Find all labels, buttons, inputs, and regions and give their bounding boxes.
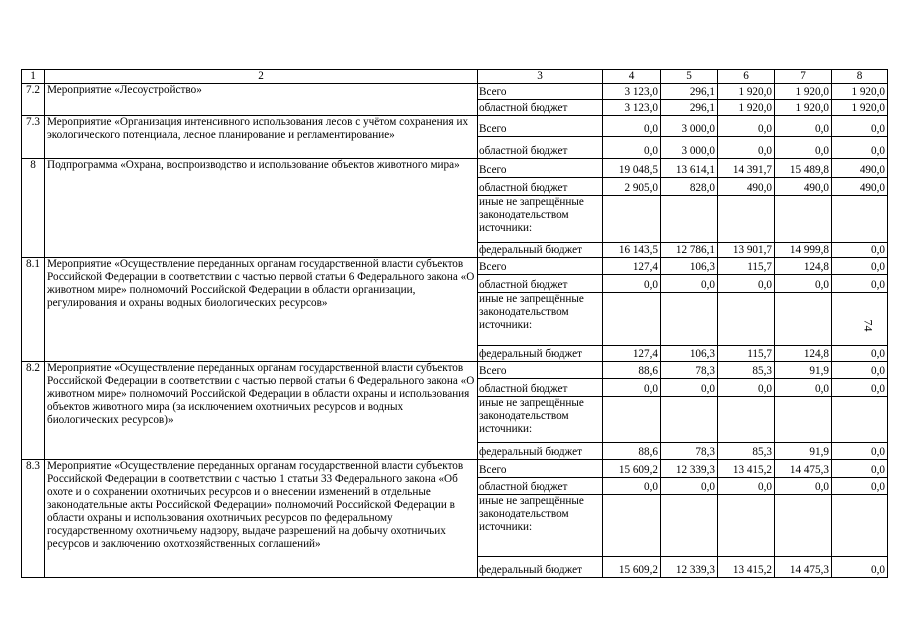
funding-source: иные не запрещённые законодательством источники: [478,495,603,557]
item-number: 8.1 [22,258,45,362]
table-row [22,159,888,178]
amount-cell: 13 415,2 [718,557,775,578]
amount-cell [718,397,775,443]
table-row [22,362,888,379]
funding-source: Всего [478,159,603,178]
funding-source: Всего [478,460,603,478]
amount-cell: 16 143,5 [603,243,661,258]
amount-cell: 115,7 [718,346,775,362]
amount-cell [603,293,661,346]
amount-cell: 2 905,0 [603,178,661,196]
amount-cell: 88,6 [603,443,661,460]
amount-cell: 0,0 [603,275,661,293]
item-number: 7.2 [22,84,45,116]
amount-cell [775,293,832,346]
amount-cell [775,397,832,443]
funding-source: областной бюджет [478,137,603,159]
amount-cell: 13 415,2 [718,460,775,478]
funding-source: Всего [478,258,603,275]
amount-cell: 115,7 [718,258,775,275]
amount-cell: 490,0 [775,178,832,196]
amount-cell: 0,0 [832,460,888,478]
amount-cell: 106,3 [661,258,718,275]
funding-source: областной бюджет [478,178,603,196]
funding-source: Всего [478,116,603,137]
amount-cell [718,495,775,557]
amount-cell: 0,0 [775,478,832,495]
amount-cell [832,293,888,346]
header-cell: 4 [603,70,661,84]
amount-cell: 91,9 [775,362,832,379]
item-description: Мероприятие «Лесоустройство» [45,84,478,116]
header-cell: 5 [661,70,718,84]
amount-cell: 78,3 [661,443,718,460]
amount-cell: 0,0 [775,379,832,397]
amount-cell [603,397,661,443]
amount-cell: 0,0 [832,362,888,379]
header-cell: 1 [22,70,45,84]
header-cell: 3 [478,70,603,84]
amount-cell: 1 920,0 [718,84,775,100]
amount-cell: 0,0 [775,275,832,293]
amount-cell: 0,0 [775,116,832,137]
amount-cell: 0,0 [832,243,888,258]
funding-source: федеральный бюджет [478,557,603,578]
amount-cell: 296,1 [661,84,718,100]
page-number: 74 [861,319,876,332]
funding-source: областной бюджет [478,100,603,116]
amount-cell [832,196,888,243]
amount-cell [775,196,832,243]
amount-cell: 0,0 [832,258,888,275]
amount-cell: 0,0 [603,379,661,397]
amount-cell: 0,0 [718,379,775,397]
amount-cell: 19 048,5 [603,159,661,178]
amount-cell [832,397,888,443]
amount-cell: 14 391,7 [718,159,775,178]
amount-cell: 13 614,1 [661,159,718,178]
amount-cell [661,293,718,346]
table-row [22,460,888,478]
funding-source: федеральный бюджет [478,443,603,460]
amount-cell [661,196,718,243]
amount-cell: 0,0 [603,116,661,137]
amount-cell: 0,0 [832,275,888,293]
amount-cell: 0,0 [718,137,775,159]
amount-cell: 124,8 [775,346,832,362]
amount-cell: 3 123,0 [603,84,661,100]
amount-cell [661,397,718,443]
amount-cell [832,495,888,557]
amount-cell: 1 920,0 [832,100,888,116]
amount-cell: 0,0 [661,275,718,293]
funding-source: иные не запрещённые законодательством источники: [478,293,603,346]
funding-source: Всего [478,84,603,100]
amount-cell: 0,0 [661,478,718,495]
amount-cell: 3 123,0 [603,100,661,116]
item-description: Мероприятие «Организация интенсивного использования лесов с учётом сохранения их экологического потенциала, лесное планирование и регламентирование» [45,116,478,159]
amount-cell: 0,0 [775,137,832,159]
amount-cell: 490,0 [718,178,775,196]
table-row [22,116,888,137]
funding-source: иные не запрещённые законодательством источники: [478,397,603,443]
amount-cell [718,196,775,243]
amount-cell: 127,4 [603,258,661,275]
amount-cell: 0,0 [832,379,888,397]
amount-cell: 0,0 [832,478,888,495]
amount-cell: 0,0 [832,443,888,460]
amount-cell: 85,3 [718,362,775,379]
item-number: 8 [22,159,45,258]
amount-cell: 0,0 [832,557,888,578]
amount-cell: 106,3 [661,346,718,362]
amount-cell: 15 609,2 [603,460,661,478]
amount-cell: 0,0 [718,116,775,137]
header-row [22,70,888,84]
funding-source: федеральный бюджет [478,243,603,258]
amount-cell: 1 920,0 [775,100,832,116]
header-cell: 7 [775,70,832,84]
amount-cell: 1 920,0 [718,100,775,116]
table-row [22,258,888,275]
amount-cell: 91,9 [775,443,832,460]
item-description: Мероприятие «Осуществление переданных органам государственной власти субъектов Российской Федерации в соответствии с частью 1 статьи 33 Федерального закона «Об охоте и о сохранении охотничьих ресурсов и о внесении изменений в отдельные законодательные акты Российской Федерации» полномочий Российской Федерации в области охраны и использования охотничьих ресурсов по федеральному государственному охотничьему надзору, выдаче разрешений на добычу охотничьих ресурсов и заключению охотхозяйственных соглашений» [45,460,478,578]
amount-cell: 12 339,3 [661,557,718,578]
header-cell: 8 [832,70,888,84]
amount-cell: 0,0 [603,137,661,159]
amount-cell [661,495,718,557]
amount-cell: 15 609,2 [603,557,661,578]
amount-cell: 828,0 [661,178,718,196]
funding-source: иные не запрещённые законодательством источники: [478,196,603,243]
amount-cell: 1 920,0 [832,84,888,100]
amount-cell: 14 475,3 [775,557,832,578]
amount-cell: 0,0 [832,346,888,362]
amount-cell [718,293,775,346]
item-description: Мероприятие «Осуществление переданных органам государственной власти субъектов Российской Федерации в соответствии с частью первой статьи 6 Федерального закона «О животном мире» полномочий Российской Федерации в области организации, регулирования и охраны водных биологических ресурсов» [45,258,478,362]
budget-table [21,69,888,578]
header-cell: 2 [45,70,478,84]
header-cell: 6 [718,70,775,84]
amount-cell: 0,0 [718,275,775,293]
amount-cell [603,495,661,557]
amount-cell: 15 489,8 [775,159,832,178]
amount-cell: 14 999,8 [775,243,832,258]
amount-cell: 0,0 [661,379,718,397]
amount-cell: 490,0 [832,159,888,178]
amount-cell: 0,0 [718,478,775,495]
item-description: Мероприятие «Осуществление переданных органам государственной власти субъектов Российской Федерации в соответствии с частью первой статьи 6 Федерального закона «О животном мире» полномочий Российской Федерации в области охраны и использования объектов животного мира (за исключением охотничьих ресурсов и водных биологических ресурсов)» [45,362,478,460]
amount-cell: 127,4 [603,346,661,362]
item-description: Подпрограмма «Охрана, воспроизводство и использование объектов животного мира» [45,159,478,258]
amount-cell: 14 475,3 [775,460,832,478]
funding-source: областной бюджет [478,379,603,397]
funding-source: федеральный бюджет [478,346,603,362]
funding-source: Всего [478,362,603,379]
amount-cell: 12 339,3 [661,460,718,478]
item-number: 8.3 [22,460,45,578]
amount-cell: 88,6 [603,362,661,379]
amount-cell: 12 786,1 [661,243,718,258]
amount-cell: 3 000,0 [661,137,718,159]
amount-cell [603,196,661,243]
amount-cell: 78,3 [661,362,718,379]
amount-cell [775,495,832,557]
table-row [22,84,888,100]
amount-cell: 490,0 [832,178,888,196]
amount-cell: 0,0 [603,478,661,495]
amount-cell: 124,8 [775,258,832,275]
item-number: 8.2 [22,362,45,460]
amount-cell: 13 901,7 [718,243,775,258]
amount-cell: 1 920,0 [775,84,832,100]
amount-cell: 296,1 [661,100,718,116]
item-number: 7.3 [22,116,45,159]
amount-cell: 3 000,0 [661,116,718,137]
funding-source: областной бюджет [478,478,603,495]
amount-cell: 85,3 [718,443,775,460]
amount-cell: 0,0 [832,116,888,137]
funding-source: областной бюджет [478,275,603,293]
amount-cell: 0,0 [832,137,888,159]
